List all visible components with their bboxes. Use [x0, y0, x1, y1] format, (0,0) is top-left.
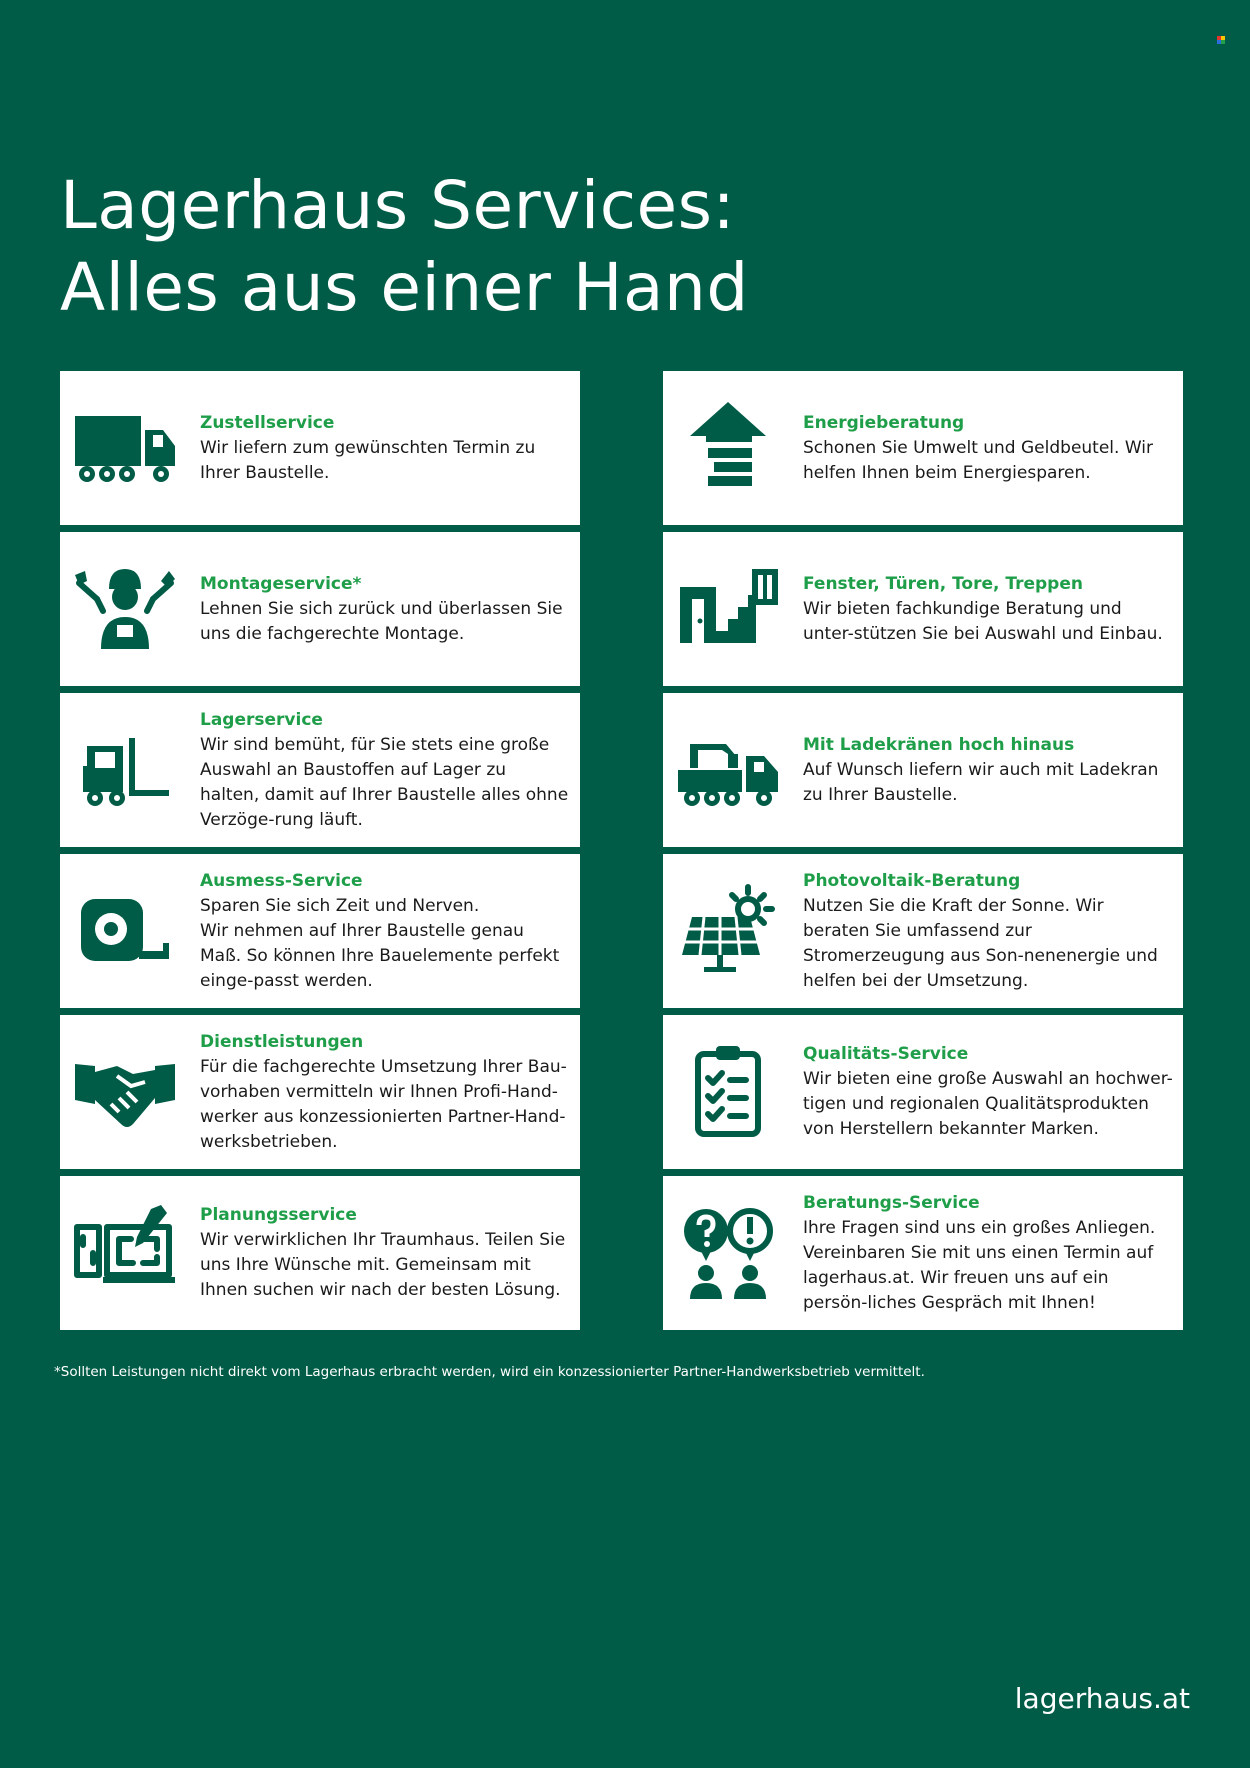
service-title: Photovoltaik-Beratung — [803, 870, 1021, 891]
page-title-line-1: Lagerhaus Services: — [60, 167, 736, 244]
service-card-qualitaets-service — [663, 1015, 1183, 1169]
service-description: Wir verwirklichen Ihr Traumhaus. Teilen Sie uns Ihre Wünsche mit. Gemeinsam mit Ihnen suchen wir nach der besten Lösung. — [200, 1230, 566, 1300]
service-title: Planungsservice — [200, 1205, 357, 1225]
service-card-beratungs-service — [663, 1176, 1183, 1330]
service-description: Für die fachgerechte Umsetzung Ihrer Bau-vorhaben vermitteln wir Ihnen Profi-Hand-werker aus konzessionierten Partner-Hand-werksbetrieben. — [200, 1056, 567, 1152]
door-stairs-window-icon — [673, 559, 783, 659]
service-card-lagerservice — [60, 693, 580, 847]
service-card-zustellservice — [60, 371, 580, 525]
brand-url[interactable]: lagerhaus.at — [1014, 1682, 1190, 1715]
service-title: Ausmess-Service — [200, 870, 363, 891]
service-title: Montageservice* — [200, 573, 362, 594]
service-description: Wir sind bemüht, für Sie stets eine große Auswahl an Baustoffen auf Lager zu halten, damit auf Ihrer Baustelle alles ohne Verzöge-rung läuft. — [200, 734, 569, 830]
consultation-icon — [673, 1203, 783, 1303]
service-card-ausmess-service — [60, 854, 580, 1008]
energy-house-icon — [673, 398, 783, 498]
page-title — [60, 165, 749, 329]
floorplan-icon — [70, 1203, 180, 1303]
service-card-energieberatung — [663, 371, 1183, 525]
service-card-dienstleistungen — [60, 1015, 580, 1169]
checklist-icon — [673, 1042, 783, 1142]
service-title: Lagerservice — [200, 709, 323, 730]
service-title: Zustellservice — [200, 412, 335, 433]
corner-mark-icon — [1217, 36, 1225, 44]
service-card-ladekraene — [663, 693, 1183, 847]
service-description: Schonen Sie Umwelt und Geldbeutel. Wir helfen Ihnen beim Energiesparen. — [803, 437, 1153, 483]
service-card-fenster-tueren — [663, 532, 1183, 686]
service-description: Nutzen Sie die Kraft der Sonne. Wir beraten Sie umfassend zur Stromerzeugung aus Son-nenenergie und helfen bei der Umsetzung. — [803, 895, 1158, 991]
service-title: Dienstleistungen — [200, 1031, 364, 1052]
service-description: Sparen Sie sich Zeit und Nerven. Wir nehmen auf Ihrer Baustelle genau Maß. So können Ihre Bauelemente perfekt einge-passt werden. — [200, 895, 560, 991]
service-description: Wir bieten fachkundige Beratung und unter-stützen Sie bei Auswahl und Einbau. — [803, 598, 1163, 644]
service-description: Wir bieten eine große Auswahl an hochwer-tigen und regionalen Qualitätsprodukten von Herstellern bekannter Marken. — [803, 1069, 1173, 1139]
handshake-icon — [70, 1042, 180, 1142]
truck-icon — [70, 398, 180, 498]
page-title-line-2: Alles aus einer Hand — [60, 249, 749, 326]
service-description: Lehnen Sie sich zurück und überlassen Sie uns die fachgerechte Montage. — [200, 598, 563, 644]
service-description: Auf Wunsch liefern wir auch mit Ladekran zu Ihrer Baustelle. — [803, 759, 1159, 805]
service-title: Fenster, Türen, Tore, Treppen — [803, 573, 1083, 594]
service-card-montageservice — [60, 532, 580, 686]
service-title: Qualitäts-Service — [803, 1044, 969, 1064]
service-card-planungsservice — [60, 1176, 580, 1330]
service-description: Wir liefern zum gewünschten Termin zu Ihrer Baustelle. — [200, 437, 536, 483]
service-title: Beratungs-Service — [803, 1192, 980, 1213]
service-card-photovoltaik — [663, 854, 1183, 1008]
service-title: Energieberatung — [803, 412, 965, 433]
solar-panel-icon — [673, 881, 783, 981]
service-title: Mit Ladekränen hoch hinaus — [803, 734, 1075, 755]
footnote: *Sollten Leistungen nicht direkt vom Lagerhaus erbracht werden, wird ein konzessionierter Partner-Handwerksbetrieb vermittelt. — [54, 1364, 925, 1380]
crane-truck-icon — [673, 720, 783, 820]
measuring-tape-icon — [70, 881, 180, 981]
worker-icon — [70, 559, 180, 659]
forklift-icon — [70, 720, 180, 820]
service-description: Ihre Fragen sind uns ein großes Anliegen. Vereinbaren Sie mit uns einen Termin auf lagerhaus.at. Wir freuen uns auf ein persön-liches Gespräch mit Ihnen! — [803, 1217, 1156, 1313]
